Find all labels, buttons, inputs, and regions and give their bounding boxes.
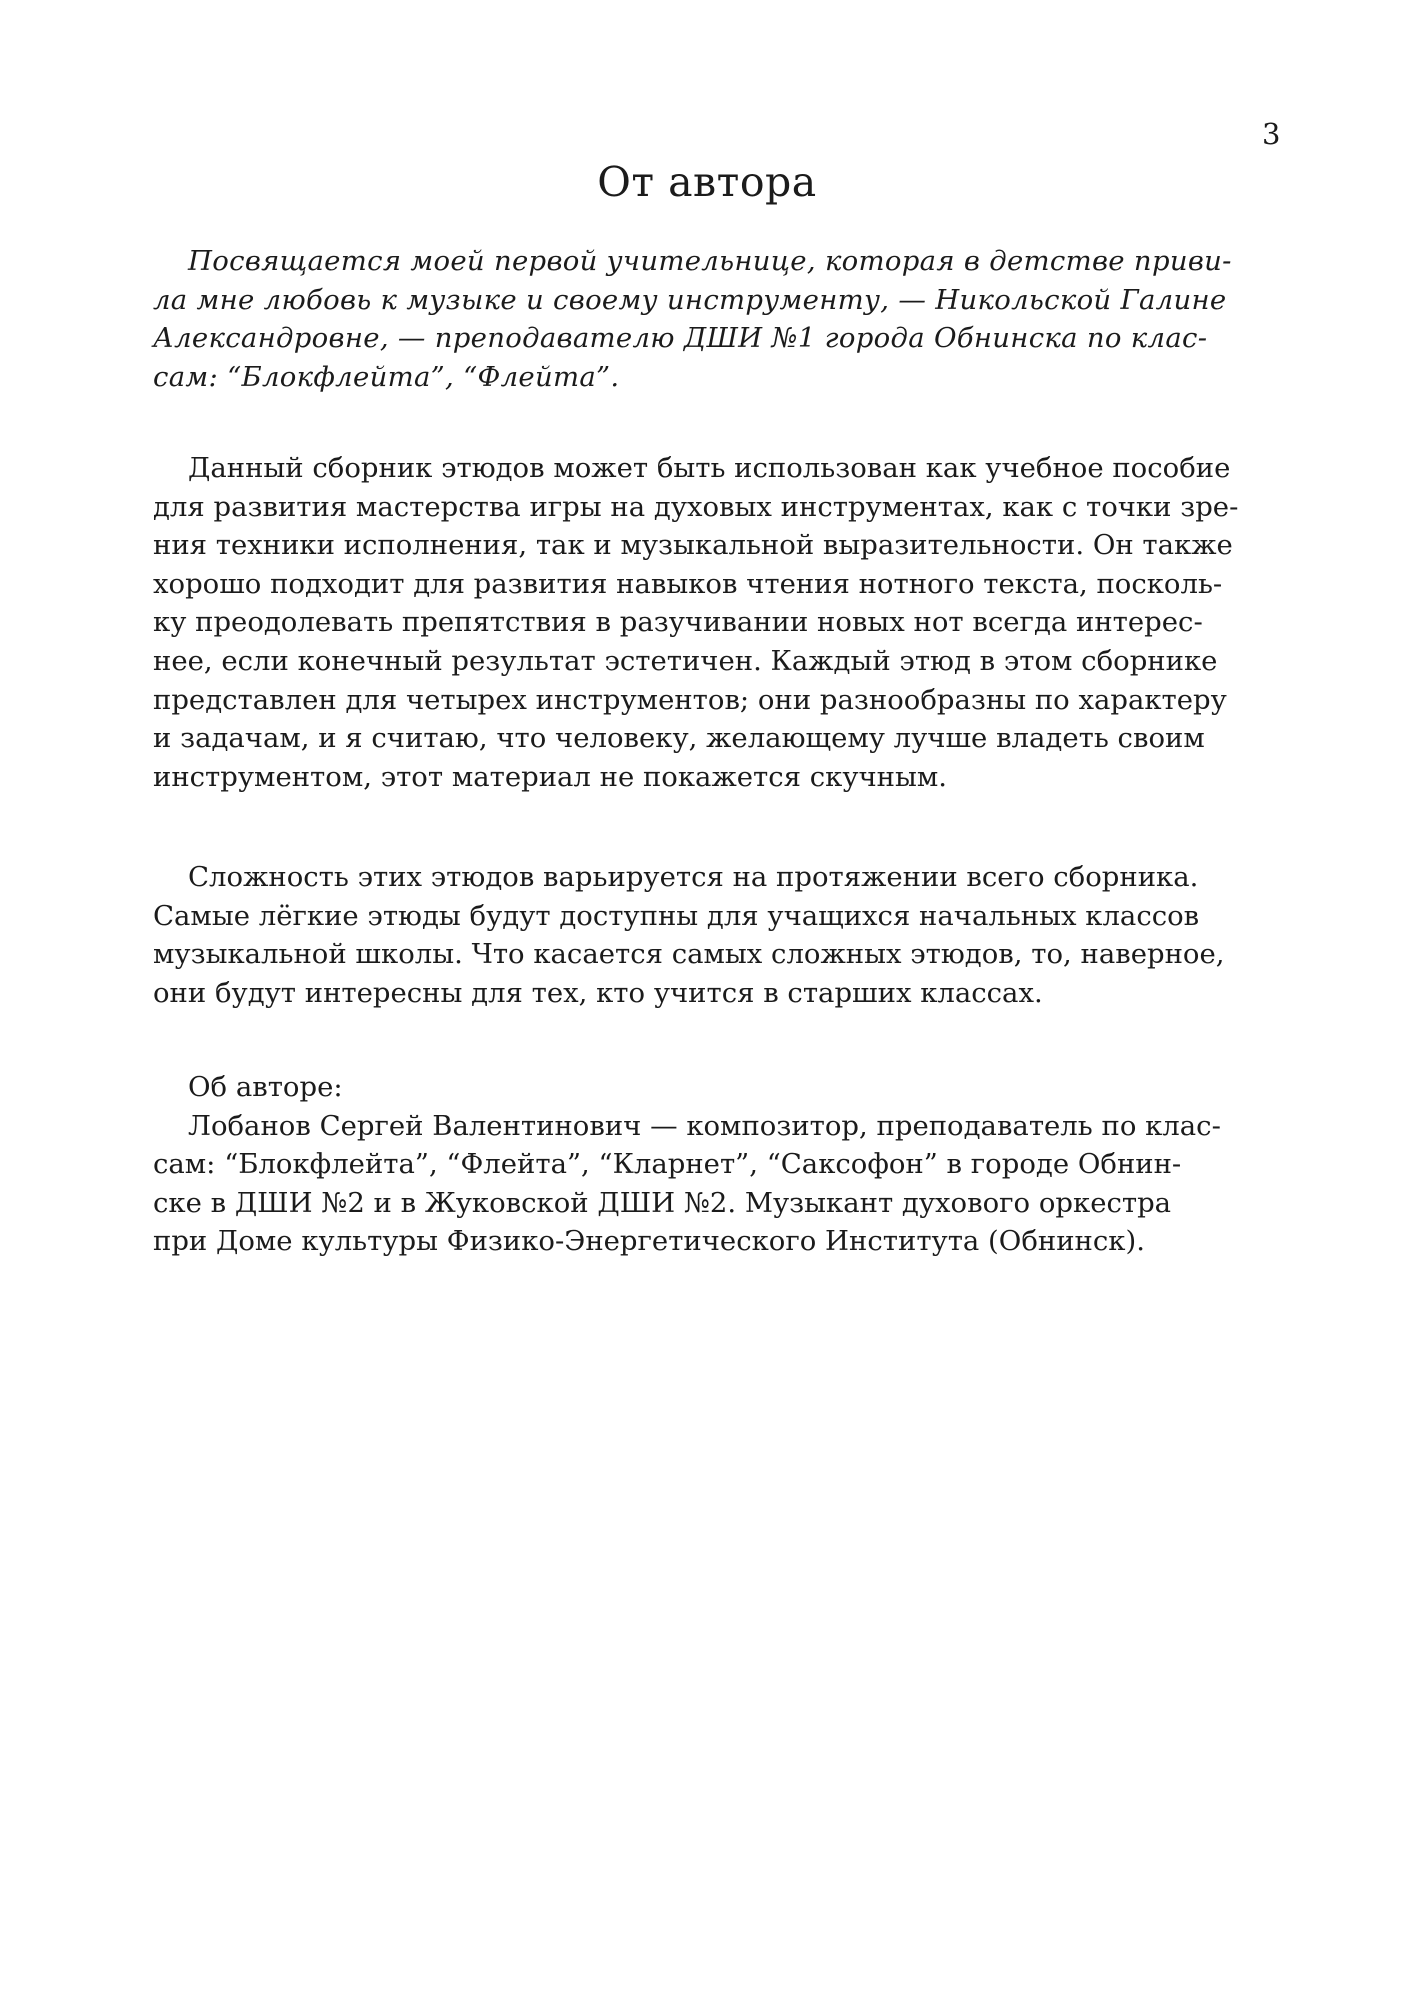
paragraph-line: Самые лёгкие этюды будут доступны для учащихся начальных классов	[153, 899, 1200, 932]
paragraph-line: сам: “Блокфлейта”, “Флейта”.	[153, 360, 620, 393]
paragraph-line: сам: “Блокфлейта”, “Флейта”, “Кларнет”, “Саксофон” в городе Обнин-	[153, 1148, 1182, 1181]
paragraph-line: Посвящается моей первой учительнице, которая в детстве приви-	[188, 245, 1232, 277]
paragraph-line: нее, если конечный результат эстетичен. Каждый этюд в этом сборнике	[153, 644, 1218, 677]
paragraph-line: инструментом, этот материал не покажется скучным.	[153, 760, 948, 793]
paragraph-line: ния техники исполнения, так и музыкальной выразительности. Он также	[153, 529, 1233, 562]
paragraph-line: музыкальной школы. Что касается самых сложных этюдов, то, наверное,	[153, 938, 1225, 971]
intro-paragraph	[153, 449, 1255, 796]
about-author-heading: Об авторе:	[188, 1071, 343, 1103]
paragraph-line: при Доме культуры Физико-Энергетического Института (Обнинск).	[153, 1225, 1145, 1258]
page-title: От автора	[597, 158, 817, 206]
paragraph-line: Сложность этих этюдов варьируется на протяжении всего сборника.	[188, 861, 1199, 893]
paragraph-line: и задачам, и я считаю, что человеку, желающему лучше владеть своим	[153, 722, 1205, 755]
page-number: 3	[1262, 117, 1281, 151]
dedication-paragraph	[153, 242, 1255, 396]
paragraph-line: ку преодолевать препятствия в разучивании новых нот всегда интерес-	[153, 606, 1203, 639]
paragraph-line: представлен для четырех инструментов; они разнообразны по характеру	[153, 683, 1227, 716]
paragraph-line: Лобанов Сергей Валентинович — композитор, преподаватель по клас-	[188, 1109, 1221, 1142]
paragraph-line: они будут интересны для тех, кто учится в старших классах.	[153, 976, 1043, 1009]
paragraph-line: Данный сборник этюдов может быть использован как учебное пособие	[188, 452, 1231, 484]
difficulty-paragraph	[153, 858, 1255, 1012]
paragraph-line: для развития мастерства игры на духовых инструментах, как с точки зре-	[153, 490, 1239, 523]
paragraph-line: Александровне, — преподавателю ДШИ №1 города Обнинска по клас-	[153, 322, 1208, 355]
about-author-section	[153, 1068, 1255, 1261]
paragraph-line: ла мне любовь к музыке и своему инструменту, — Никольской Галине	[153, 283, 1227, 316]
paragraph-line: ске в ДШИ №2 и в Жуковской ДШИ №2. Музыкант духового оркестра	[153, 1186, 1172, 1219]
paragraph-line: хорошо подходит для развития навыков чтения нотного текста, посколь-	[153, 567, 1223, 600]
